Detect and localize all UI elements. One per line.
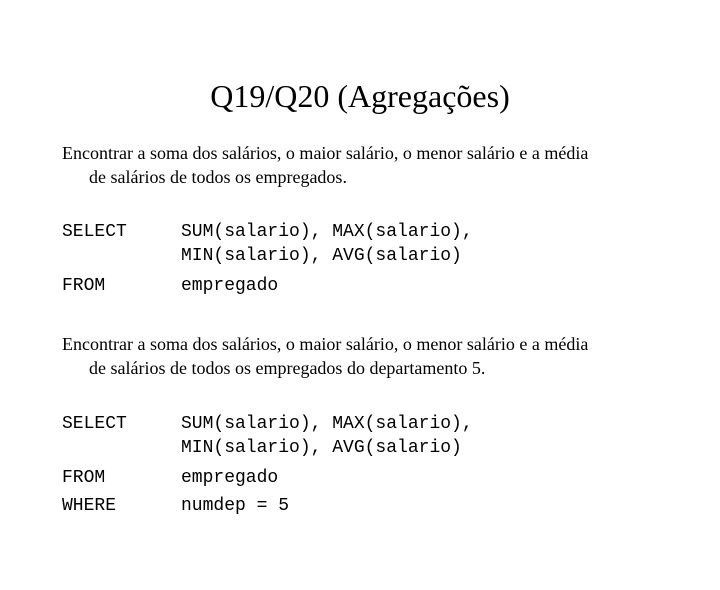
q19-from-table: empregado	[181, 276, 279, 296]
q20-select-row	[62, 412, 473, 436]
q19-select-continuation-row	[62, 244, 462, 268]
q20-from-table: empregado	[181, 468, 279, 488]
q20-description-line-1: Encontrar a soma dos salários, o maior salário, o menor salário e a média	[62, 334, 589, 354]
q19-description-line-1: Encontrar a soma dos salários, o maior salário, o menor salário e a média	[62, 143, 589, 163]
q20-select-columns-line-2: MIN(salario), AVG(salario)	[181, 438, 462, 458]
slide-title: Q19/Q20 (Agregações)	[210, 78, 510, 114]
q20-where-row	[62, 494, 290, 518]
q20-where-keyword: WHERE	[62, 496, 117, 516]
q20-select-columns-line-1: SUM(salario), MAX(salario),	[181, 414, 473, 434]
q20-description-line-2: de salários de todos os empregados do departamento 5.	[89, 358, 486, 378]
q19-from-keyword: FROM	[62, 276, 106, 296]
q19-from-row	[62, 274, 279, 298]
q19-select-columns-line-2: MIN(salario), AVG(salario)	[181, 246, 462, 266]
q20-sql-query	[62, 412, 473, 518]
q20-select-continuation-row	[62, 436, 462, 460]
q19-select-keyword: SELECT	[62, 222, 127, 242]
q20-select-keyword: SELECT	[62, 414, 127, 434]
q19-description	[62, 141, 682, 189]
q20-where-condition: numdep = 5	[181, 496, 290, 516]
q19-description-line-2: de salários de todos os empregados.	[89, 167, 347, 187]
q19-select-columns-line-1: SUM(salario), MAX(salario),	[181, 222, 473, 242]
q20-description	[62, 332, 682, 380]
q19-select-row	[62, 220, 473, 244]
q20-from-row	[62, 466, 279, 490]
q19-sql-query	[62, 220, 473, 298]
q20-from-keyword: FROM	[62, 468, 106, 488]
